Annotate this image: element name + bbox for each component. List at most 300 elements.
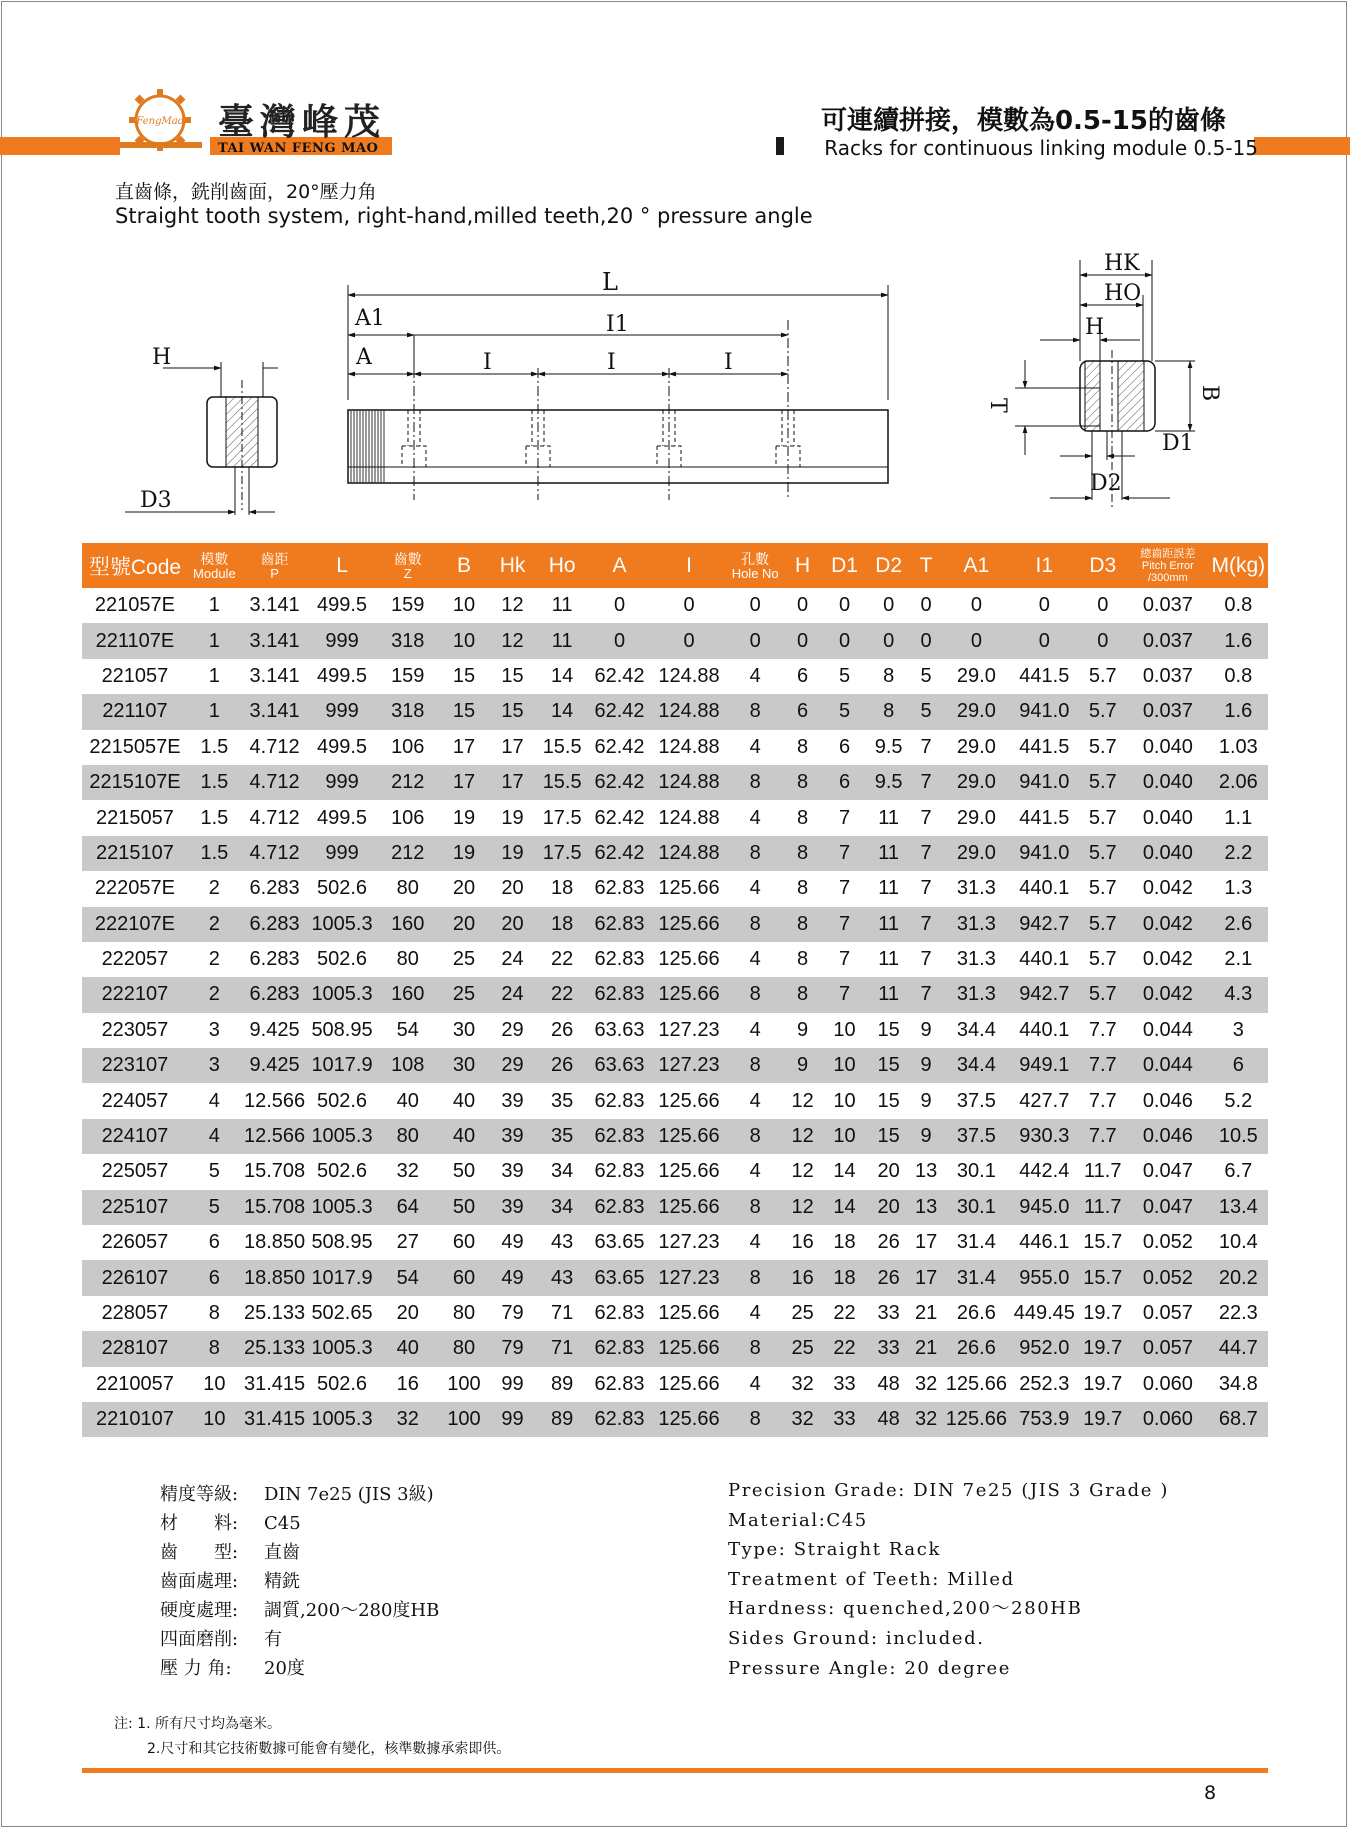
- dim-label-i1: I1: [606, 312, 629, 337]
- table-cell: 17.5: [537, 800, 588, 835]
- table-cell: 15.708: [241, 1154, 308, 1189]
- table-cell: 25: [784, 1296, 822, 1331]
- table-cell: 226057: [82, 1225, 188, 1260]
- table-cell: 12: [784, 1190, 822, 1225]
- table-cell: 100: [440, 1367, 489, 1402]
- table-cell: 2210057: [82, 1367, 188, 1402]
- table-cell: 6.283: [241, 907, 308, 942]
- table-cell: 71: [537, 1296, 588, 1331]
- table-cell: 0: [1079, 623, 1128, 658]
- dim-label-hk: HK: [1104, 251, 1140, 276]
- table-cell: 1.6: [1209, 694, 1268, 729]
- table-row: [82, 1260, 1268, 1295]
- table-cell: 1005.3: [308, 1402, 375, 1437]
- table-row: [82, 1119, 1268, 1154]
- table-cell: 8: [727, 694, 784, 729]
- table-cell: 32: [910, 1367, 943, 1402]
- table-cell: 1.03: [1209, 730, 1268, 765]
- dim-label-d3: D3: [140, 488, 172, 513]
- table-cell: 7: [821, 907, 867, 942]
- brand-name-cn: 臺灣峰茂: [218, 101, 387, 143]
- table-cell: 499.5: [308, 730, 375, 765]
- table-cell: 40: [440, 1119, 489, 1154]
- table-cell: 5.7: [1079, 730, 1128, 765]
- table-cell: 7: [821, 800, 867, 835]
- table-cell: 8: [784, 765, 822, 800]
- table-cell: 11.7: [1079, 1154, 1128, 1189]
- table-cell: 160: [376, 907, 440, 942]
- spec-item-en: Material:C45: [728, 1509, 868, 1531]
- table-cell: 8: [727, 977, 784, 1012]
- table-cell: 15: [440, 659, 489, 694]
- table-cell: 15: [868, 1013, 910, 1048]
- logo-text: FengMao: [136, 116, 184, 127]
- spec-value: 20度: [264, 1658, 305, 1679]
- table-cell: 1.5: [188, 800, 241, 835]
- spec-value: C45: [264, 1513, 301, 1534]
- table-cell: 999: [308, 623, 375, 658]
- table-cell: 62.83: [588, 1154, 652, 1189]
- table-cell: 63.65: [588, 1225, 652, 1260]
- table-row: [82, 1154, 1268, 1189]
- table-cell: 125.66: [652, 1154, 727, 1189]
- table-cell: 499.5: [308, 800, 375, 835]
- table-cell: 12: [784, 1119, 822, 1154]
- table-cell: 33: [868, 1296, 910, 1331]
- table-cell: 22.3: [1209, 1296, 1268, 1331]
- dim-label-a1: A1: [355, 306, 385, 331]
- table-cell: 19: [440, 800, 489, 835]
- table-cell: 125.66: [652, 871, 727, 906]
- column-header: M(kg): [1209, 543, 1268, 588]
- spec-value: 直齒: [264, 1542, 300, 1563]
- table-cell: 108: [376, 1048, 440, 1083]
- table-cell: 50: [440, 1190, 489, 1225]
- table-cell: 7: [910, 942, 943, 977]
- table-cell: 106: [376, 730, 440, 765]
- table-cell: 0: [821, 588, 867, 623]
- table-cell: 33: [821, 1402, 867, 1437]
- table-cell: 427.7: [1010, 1083, 1078, 1118]
- table-cell: 80: [440, 1296, 489, 1331]
- table-cell: 19: [488, 800, 537, 835]
- dim-label-t: T: [985, 398, 1010, 413]
- table-cell: 124.88: [652, 694, 727, 729]
- table-cell: 21: [910, 1296, 943, 1331]
- table-cell: 25: [440, 977, 489, 1012]
- table-cell: 80: [376, 871, 440, 906]
- table-cell: 43: [537, 1225, 588, 1260]
- table-cell: 9: [910, 1119, 943, 1154]
- table-cell: 949.1: [1010, 1048, 1078, 1083]
- table-cell: 62.83: [588, 871, 652, 906]
- table-cell: 0.052: [1127, 1225, 1209, 1260]
- table-cell: 19: [440, 836, 489, 871]
- table-cell: 34.4: [943, 1013, 1010, 1048]
- table-cell: 15.5: [537, 765, 588, 800]
- table-cell: 6: [188, 1260, 241, 1295]
- table-cell: 0.037: [1127, 694, 1209, 729]
- table-cell: 127.23: [652, 1225, 727, 1260]
- table-cell: 20: [376, 1296, 440, 1331]
- column-header: A1: [943, 543, 1010, 588]
- table-cell: 0.042: [1127, 907, 1209, 942]
- table-cell: 7: [821, 836, 867, 871]
- table-row: [82, 1013, 1268, 1048]
- column-header: Ho: [537, 543, 588, 588]
- table-cell: 7: [910, 765, 943, 800]
- table-cell: 22: [821, 1296, 867, 1331]
- table-cell: 5: [188, 1190, 241, 1225]
- spec-value: DIN 7e25 (JIS 3級): [264, 1484, 434, 1505]
- table-cell: 4.3: [1209, 977, 1268, 1012]
- table-cell: 2: [188, 942, 241, 977]
- dim-label-ho: HO: [1104, 281, 1142, 306]
- table-cell: 10.4: [1209, 1225, 1268, 1260]
- table-cell: 8: [188, 1331, 241, 1366]
- table-cell: 9: [784, 1048, 822, 1083]
- table-row: [82, 1402, 1268, 1437]
- table-cell: 9.425: [241, 1048, 308, 1083]
- table-cell: 318: [376, 694, 440, 729]
- table-cell: 7: [821, 871, 867, 906]
- table-cell: 942.7: [1010, 977, 1078, 1012]
- table-cell: 0.8: [1209, 588, 1268, 623]
- table-cell: 31.4: [943, 1225, 1010, 1260]
- table-cell: 27: [376, 1225, 440, 1260]
- table-cell: 49: [488, 1260, 537, 1295]
- note-2: 2.尺寸和其它技術數據可能會有變化，核準數據承索即供。: [147, 1741, 511, 1757]
- table-cell: 30: [440, 1048, 489, 1083]
- table-cell: 446.1: [1010, 1225, 1078, 1260]
- table-cell: 6.283: [241, 942, 308, 977]
- table-cell: 11: [868, 977, 910, 1012]
- table-cell: 6: [188, 1225, 241, 1260]
- table-row: [82, 1225, 1268, 1260]
- table-cell: 159: [376, 588, 440, 623]
- column-header-unit: /300mm: [1147, 571, 1188, 584]
- table-cell: 0.047: [1127, 1154, 1209, 1189]
- table-cell: 63.65: [588, 1260, 652, 1295]
- table-cell: 0.040: [1127, 765, 1209, 800]
- column-header: [376, 543, 440, 588]
- table-cell: 13.4: [1209, 1190, 1268, 1225]
- page-title-en: Racks for continuous linking module 0.5-15: [824, 136, 1258, 160]
- table-cell: 5.7: [1079, 836, 1128, 871]
- table-cell: 9.425: [241, 1013, 308, 1048]
- table-cell: 89: [537, 1367, 588, 1402]
- table-cell: 441.5: [1010, 730, 1078, 765]
- table-cell: 1.5: [188, 836, 241, 871]
- column-header-en: Module: [193, 565, 236, 581]
- table-cell: 1005.3: [308, 1190, 375, 1225]
- table-cell: 2.1: [1209, 942, 1268, 977]
- table-cell: 8: [784, 800, 822, 835]
- table-body: [82, 588, 1268, 1437]
- table-cell: 19.7: [1079, 1296, 1128, 1331]
- table-cell: 0.8: [1209, 659, 1268, 694]
- table-row: [82, 1083, 1268, 1118]
- table-cell: 17: [910, 1225, 943, 1260]
- table-cell: 10: [440, 588, 489, 623]
- table-cell: 40: [440, 1083, 489, 1118]
- table-cell: 8: [727, 1331, 784, 1366]
- table-cell: 125.66: [652, 942, 727, 977]
- table-cell: 502.6: [308, 871, 375, 906]
- table-cell: 4: [727, 1154, 784, 1189]
- table-cell: 18: [537, 871, 588, 906]
- rack-side-view: [348, 268, 888, 500]
- table-cell: 62.42: [588, 694, 652, 729]
- table-cell: 22: [537, 942, 588, 977]
- table-cell: 3.141: [241, 659, 308, 694]
- table-cell: 31.3: [943, 907, 1010, 942]
- table-cell: 25.133: [241, 1331, 308, 1366]
- table-cell: 6.7: [1209, 1154, 1268, 1189]
- table-cell: 4: [727, 871, 784, 906]
- table-cell: 6: [784, 659, 822, 694]
- table-cell: 5.7: [1079, 871, 1128, 906]
- table-cell: 7: [821, 942, 867, 977]
- table-cell: 8: [784, 871, 822, 906]
- table-cell: 39: [488, 1154, 537, 1189]
- table-cell: 80: [440, 1331, 489, 1366]
- table-cell: 8: [784, 977, 822, 1012]
- table-cell: 2: [188, 871, 241, 906]
- note-1: 注: 1. 所有尺寸均為毫米。: [114, 1716, 281, 1732]
- table-cell: 18: [537, 907, 588, 942]
- table-cell: 502.6: [308, 1083, 375, 1118]
- table-cell: 8: [727, 1402, 784, 1437]
- table-cell: 955.0: [1010, 1260, 1078, 1295]
- table-cell: 62.83: [588, 1331, 652, 1366]
- table-cell: 71: [537, 1331, 588, 1366]
- table-cell: 0.060: [1127, 1402, 1209, 1437]
- table-cell: 17: [440, 765, 489, 800]
- table-cell: 39: [488, 1083, 537, 1118]
- table-cell: 10: [821, 1119, 867, 1154]
- table-cell: 125.66: [652, 1119, 727, 1154]
- spec-value: 精銑: [264, 1571, 300, 1592]
- table-cell: 26: [868, 1225, 910, 1260]
- table-cell: 4: [727, 942, 784, 977]
- table-row: [82, 1048, 1268, 1083]
- table-cell: 0.037: [1127, 623, 1209, 658]
- table-cell: 10: [821, 1048, 867, 1083]
- spec-label: 四面磨削:: [160, 1629, 239, 1650]
- table-cell: 15: [868, 1119, 910, 1154]
- dim-label-i-3: I: [724, 350, 733, 375]
- table-cell: 222057E: [82, 871, 188, 906]
- table-cell: 15: [488, 659, 537, 694]
- table-cell: 15: [440, 694, 489, 729]
- table-cell: 0: [652, 588, 727, 623]
- table-cell: 10: [188, 1402, 241, 1437]
- table-cell: 4.712: [241, 765, 308, 800]
- table-cell: 24: [488, 942, 537, 977]
- column-header-cn: 總齒距誤差: [1140, 547, 1196, 560]
- table-cell: 125.66: [652, 1367, 727, 1402]
- table-cell: 125.66: [943, 1402, 1010, 1437]
- table-cell: 8: [727, 836, 784, 871]
- table-cell: 62.83: [588, 1402, 652, 1437]
- table-cell: 64: [376, 1190, 440, 1225]
- table-cell: 2: [188, 977, 241, 1012]
- table-cell: 32: [910, 1402, 943, 1437]
- table-cell: 221107E: [82, 623, 188, 658]
- table-row: [82, 800, 1268, 835]
- table-cell: 11: [868, 871, 910, 906]
- table-cell: 4: [188, 1083, 241, 1118]
- table-cell: 5.7: [1079, 694, 1128, 729]
- table-cell: 62.83: [588, 1296, 652, 1331]
- table-cell: 2215107: [82, 836, 188, 871]
- table-cell: 3.141: [241, 694, 308, 729]
- column-header-cn: 齒距: [260, 550, 289, 567]
- table-cell: 29.0: [943, 836, 1010, 871]
- column-header: 型號Code: [82, 543, 188, 588]
- spec-label: 材 料:: [160, 1513, 239, 1534]
- table-cell: 62.83: [588, 907, 652, 942]
- table-cell: 34: [537, 1154, 588, 1189]
- table-cell: 2.6: [1209, 907, 1268, 942]
- table-cell: 19.7: [1079, 1331, 1128, 1366]
- table-cell: 0: [727, 588, 784, 623]
- table-cell: 29.0: [943, 800, 1010, 835]
- table-cell: 8: [784, 907, 822, 942]
- table-cell: 25: [440, 942, 489, 977]
- table-row: [82, 765, 1268, 800]
- table-cell: 5.7: [1079, 907, 1128, 942]
- table-cell: 0: [910, 588, 943, 623]
- table-cell: 5.2: [1209, 1083, 1268, 1118]
- table-cell: 15.7: [1079, 1260, 1128, 1295]
- table-cell: 5.7: [1079, 800, 1128, 835]
- table-cell: 2215057E: [82, 730, 188, 765]
- table-cell: 26: [868, 1260, 910, 1295]
- table-cell: 12: [488, 623, 537, 658]
- spec-label: 精度等級:: [160, 1484, 239, 1505]
- table-cell: 62.83: [588, 977, 652, 1012]
- column-header: [241, 543, 308, 588]
- table-cell: 49: [488, 1225, 537, 1260]
- column-header: I: [652, 543, 727, 588]
- table-cell: 5.7: [1079, 765, 1128, 800]
- table-row: [82, 836, 1268, 871]
- table-cell: 221057E: [82, 588, 188, 623]
- table-cell: 440.1: [1010, 1013, 1078, 1048]
- table-cell: 11: [868, 907, 910, 942]
- spec-item-en: Hardness: quenched,200～280HB: [728, 1598, 1083, 1620]
- table-cell: 449.45: [1010, 1296, 1078, 1331]
- table-cell: 62.83: [588, 1367, 652, 1402]
- table-cell: 4: [727, 1013, 784, 1048]
- notes: [114, 1712, 510, 1762]
- table-cell: 6: [821, 765, 867, 800]
- table-cell: 15: [868, 1048, 910, 1083]
- table-cell: 127.23: [652, 1048, 727, 1083]
- column-header: B: [440, 543, 489, 588]
- table-cell: 20: [488, 907, 537, 942]
- column-header: H: [784, 543, 822, 588]
- table-cell: 12: [784, 1083, 822, 1118]
- table-row: [82, 1367, 1268, 1402]
- table-cell: 930.3: [1010, 1119, 1078, 1154]
- table-cell: 0.052: [1127, 1260, 1209, 1295]
- table-cell: 7: [910, 730, 943, 765]
- table-cell: 12.566: [241, 1083, 308, 1118]
- table-cell: 2215107E: [82, 765, 188, 800]
- table-cell: 79: [488, 1331, 537, 1366]
- dim-label-i-2: I: [607, 350, 616, 375]
- table-cell: 44.7: [1209, 1331, 1268, 1366]
- table-cell: 63.63: [588, 1013, 652, 1048]
- table-cell: 7: [910, 800, 943, 835]
- table-cell: 43: [537, 1260, 588, 1295]
- table-cell: 0.042: [1127, 871, 1209, 906]
- table-cell: 33: [821, 1367, 867, 1402]
- table-cell: 0.044: [1127, 1013, 1209, 1048]
- table-cell: 9: [910, 1083, 943, 1118]
- table-cell: 4: [727, 1083, 784, 1118]
- table-cell: 29.0: [943, 765, 1010, 800]
- table-cell: 0: [727, 623, 784, 658]
- table-cell: 1.3: [1209, 871, 1268, 906]
- dim-label-h-right: H: [1085, 315, 1105, 340]
- table-cell: 29.0: [943, 659, 1010, 694]
- table-cell: 318: [376, 623, 440, 658]
- table-cell: 11: [868, 836, 910, 871]
- table-cell: 4: [727, 1225, 784, 1260]
- table-cell: 11.7: [1079, 1190, 1128, 1225]
- column-header: [188, 543, 241, 588]
- table-cell: 7.7: [1079, 1048, 1128, 1083]
- table-cell: 442.4: [1010, 1154, 1078, 1189]
- table-cell: 62.83: [588, 1083, 652, 1118]
- subtitle-en: Straight tooth system, right-hand,milled teeth,20 ° pressure angle: [115, 204, 813, 228]
- table-cell: 10: [821, 1013, 867, 1048]
- table-cell: 22: [821, 1331, 867, 1366]
- table-cell: 6: [1209, 1048, 1268, 1083]
- table-cell: 17: [440, 730, 489, 765]
- table-cell: 16: [376, 1367, 440, 1402]
- table-cell: 39: [488, 1190, 537, 1225]
- table-cell: 0: [868, 623, 910, 658]
- table-cell: 62.42: [588, 836, 652, 871]
- table-cell: 99: [488, 1367, 537, 1402]
- table-cell: 1.6: [1209, 623, 1268, 658]
- table-cell: 212: [376, 836, 440, 871]
- table-cell: 62.42: [588, 765, 652, 800]
- table-cell: 228107: [82, 1331, 188, 1366]
- table-cell: 440.1: [1010, 871, 1078, 906]
- table-cell: 19: [488, 836, 537, 871]
- table-cell: 37.5: [943, 1119, 1010, 1154]
- right-section-view: [985, 251, 1222, 510]
- column-header-en: Pitch Error: [1141, 559, 1194, 572]
- table-cell: 3.141: [241, 623, 308, 658]
- table-cell: 499.5: [308, 659, 375, 694]
- table-header-row: [82, 543, 1268, 588]
- table-cell: 7: [821, 977, 867, 1012]
- table-cell: 127.23: [652, 1013, 727, 1048]
- spec-list-en: [728, 1476, 1169, 1683]
- table-cell: 9: [910, 1013, 943, 1048]
- table-cell: 1.1: [1209, 800, 1268, 835]
- table-cell: 8: [868, 694, 910, 729]
- table-cell: 9.5: [868, 730, 910, 765]
- table-cell: 124.88: [652, 800, 727, 835]
